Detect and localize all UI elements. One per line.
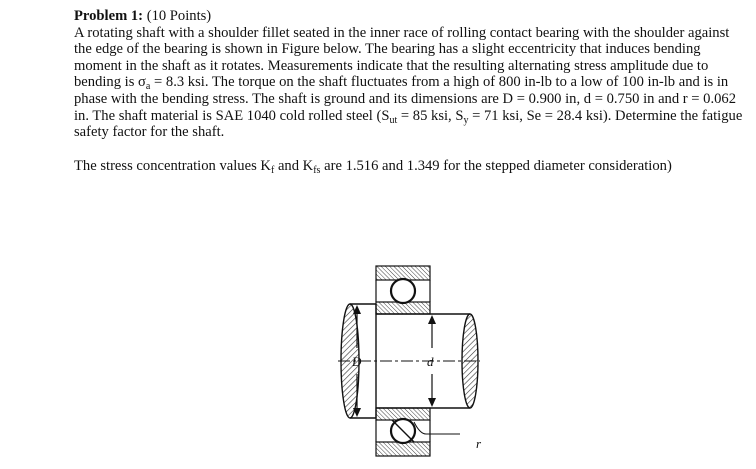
s-subscript-y: y bbox=[463, 114, 469, 126]
problem-heading bbox=[74, 8, 746, 25]
statement-part-1: A rotating shaft with a shoulder fillet seated in the inner race of rolling contact bearing with the shoulder against the edge of the bearing is shown in Figure below. The bearing has a slight eccentricity that induces bending moment in the shaft as it rotates. Measurements indicate that the resulting alternating stress amplitude due to bending is σ bbox=[74, 24, 730, 91]
stress-concentration-note bbox=[74, 158, 746, 175]
k-subscript-f: f bbox=[270, 164, 275, 176]
k-subscript-fs: fs bbox=[313, 164, 321, 176]
top-ball bbox=[391, 279, 415, 303]
problem-statement bbox=[74, 25, 746, 141]
note-part-1: The stress concentration values K bbox=[74, 157, 271, 174]
statement-part-2: = 8.3 ksi. The torque on the shaft fluctuates from a high of 800 in-lb to a low of 100 in-lb and is in phase with the bending stress. The shaft is ground and its dimensions are D = 0.900 in, d = 0.750 in and r = 0.062 in. The shaft material is SAE 1040 cold rolled steel (S bbox=[74, 74, 737, 124]
problem-label: Problem 1: bbox=[74, 8, 144, 24]
problem-points: (10 Points) bbox=[146, 8, 212, 24]
shaft-bearing-figure bbox=[330, 258, 500, 464]
note-part-2: and K bbox=[274, 157, 314, 174]
label-D: D bbox=[352, 354, 362, 369]
s-subscript-ut: ut bbox=[389, 114, 398, 126]
label-d: d bbox=[427, 354, 434, 369]
label-r: r bbox=[476, 436, 482, 451]
statement-part-4: = 71 ksi, Se = 28.4 ksi). Determine the fatigue safety factor for the shaft. bbox=[74, 107, 743, 141]
bottom-outer-race bbox=[376, 442, 430, 456]
top-outer-race bbox=[376, 266, 430, 280]
sigma-subscript-a: a bbox=[145, 81, 151, 93]
problem-document bbox=[74, 8, 746, 174]
statement-part-3: = 85 ksi, S bbox=[397, 107, 464, 124]
note-part-3: are 1.516 and 1.349 for the stepped diameter consideration) bbox=[320, 157, 672, 174]
shaft-bearing-drawing bbox=[330, 258, 500, 464]
